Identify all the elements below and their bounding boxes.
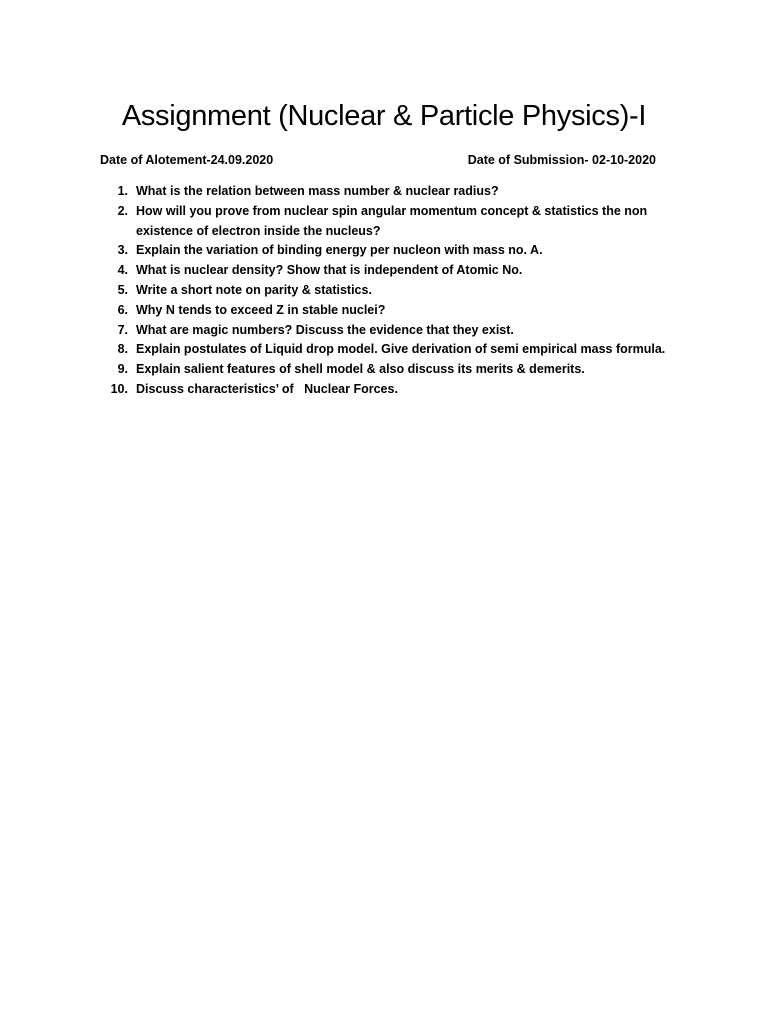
list-item — [106, 301, 666, 321]
question-number: 4. — [117, 263, 128, 278]
question-text: What are magic numbers? Discuss the evidence that they exist. — [136, 322, 514, 337]
question-number: 2. — [117, 203, 128, 218]
question-text: Explain salient features of shell model & also discuss its merits & demerits. — [136, 362, 585, 377]
question-number: 5. — [117, 282, 128, 297]
allotment-date: Date of Alotement-24.09.2020 — [100, 153, 274, 167]
list-item — [106, 202, 666, 242]
question-number: 8. — [117, 342, 128, 357]
question-text: What is the relation between mass number & nuclear radius? — [136, 184, 499, 198]
question-number: 10. — [110, 381, 128, 396]
question-text: How will you prove from nuclear spin angular momentum concept & statistics the non existence of electron inside the nucleus? — [136, 203, 651, 238]
question-number: 3. — [117, 243, 128, 258]
list-item — [106, 380, 666, 400]
submission-date: Date of Submission- 02-10-2020 — [467, 153, 656, 167]
list-item — [106, 281, 666, 301]
question-text: Why N tends to exceed Z in stable nuclei? — [136, 302, 386, 317]
list-item — [106, 261, 666, 281]
question-text: Discuss characteristics’ of Nuclear Forces. — [136, 381, 398, 396]
question-number: 9. — [117, 362, 128, 377]
question-text: What is nuclear density? Show that is independent of Atomic No. — [136, 263, 523, 278]
question-text: Explain the variation of binding energy per nucleon with mass no. A. — [136, 243, 543, 258]
question-text: Write a short note on parity & statistics. — [136, 282, 372, 297]
list-item — [106, 241, 666, 261]
list-item — [106, 321, 666, 341]
question-list — [106, 182, 666, 400]
question-number: 1. — [117, 184, 128, 198]
list-item — [106, 360, 666, 380]
question-number: 6. — [117, 302, 128, 317]
list-item — [106, 182, 666, 202]
page-title: Assignment (Nuclear & Particle Physics)-I — [121, 100, 647, 132]
question-text: Explain postulates of Liquid drop model. Give derivation of semi empirical mass formula. — [136, 342, 666, 357]
list-item — [106, 340, 666, 360]
date-row — [100, 151, 656, 169]
question-number: 7. — [117, 322, 128, 337]
